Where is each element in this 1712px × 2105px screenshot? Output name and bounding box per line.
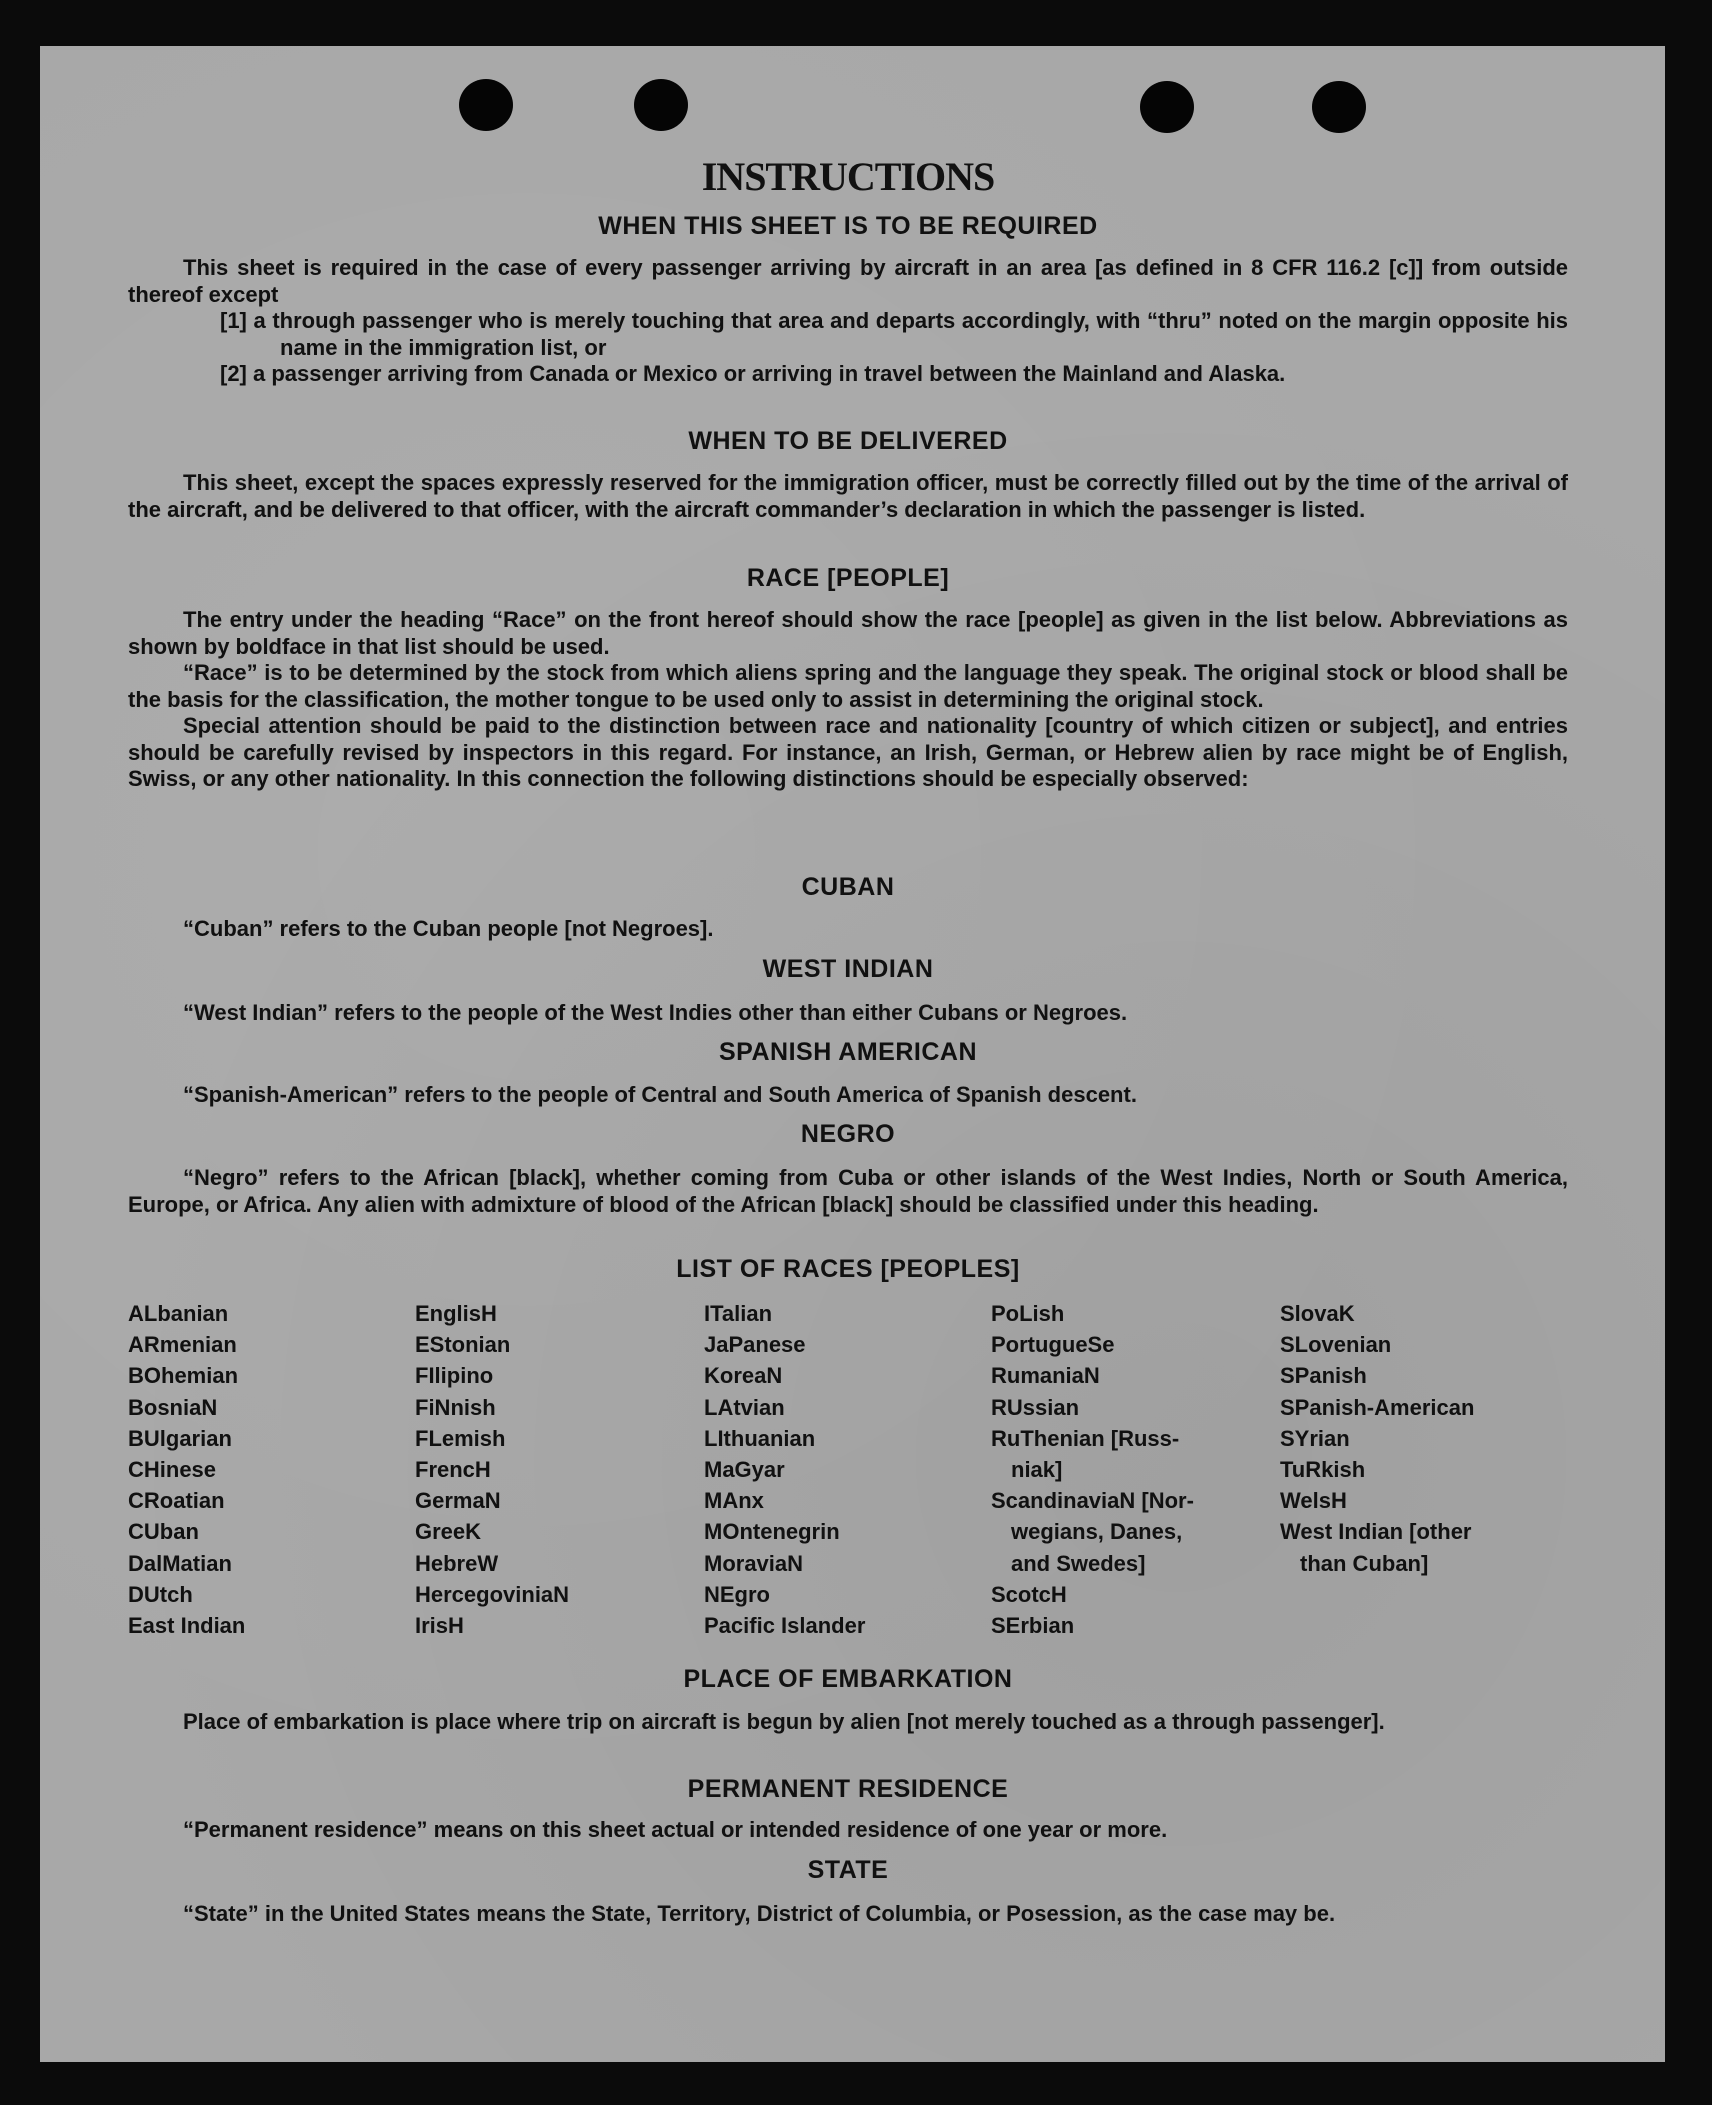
heading-race: RACE [PEOPLE] (746, 564, 950, 592)
race-entry: IrisH (415, 1613, 464, 1639)
race-entry: GermaN (415, 1488, 501, 1514)
race-entry: CHinese (128, 1457, 217, 1483)
required-intro: This sheet is required in the case of every passenger arriving by aircraft in an area [as defined in 8 CFR 116.2 [c]] from outside thereof except (128, 255, 1568, 307)
race-entry: TuRkish (1280, 1457, 1366, 1483)
race-entry: BOhemian (128, 1363, 239, 1389)
race-entry: PortugueSe (991, 1332, 1115, 1358)
page-title: INSTRUCTIONS (701, 154, 995, 199)
residence-text: “Permanent residence” means on this sheet actual or intended residence of one year or more. (183, 1817, 1168, 1842)
race-entry: Pacific Islander (704, 1613, 866, 1639)
heading-spanish-american: SPANISH AMERICAN (718, 1038, 977, 1066)
heading-negro: NEGRO (800, 1120, 896, 1148)
race-entry: MoraviaN (704, 1550, 804, 1576)
race-entry: SPanish (1280, 1363, 1367, 1389)
race-entry: SPanish-American (1280, 1394, 1475, 1420)
race-entry: JaPanese (704, 1332, 806, 1358)
race-entry: ARmenian (128, 1332, 237, 1358)
race-entry: LIthuanian (704, 1425, 816, 1451)
race-entry: LAtvian (704, 1394, 785, 1420)
race-entry: SYrian (1280, 1425, 1350, 1451)
race-entry: MOntenegrin (704, 1519, 840, 1545)
race-entry: East Indian (128, 1613, 246, 1639)
race-entry: CUban (128, 1519, 199, 1545)
race-entry: DalMatian (128, 1550, 232, 1576)
race-entry: CRoatian (128, 1488, 225, 1514)
race-entry: WelsH (1280, 1488, 1347, 1514)
race-entry: FiNnish (415, 1394, 496, 1420)
race-entry: BUlgarian (128, 1425, 232, 1451)
race-paragraph: Special attention should be paid to the distinction between race and nationality [country of which citizen or subject], and entries should be carefully revised by inspectors in this regard. For instance, an Irish, German, or Hebrew alien by race might be of English, Swiss, or any other nationality. In this connection the following distinctions should be especially observed: (128, 713, 1568, 791)
race-entry: SErbian (991, 1613, 1075, 1639)
race-entry: wegians, Danes, (1011, 1519, 1183, 1545)
race-entry: FrencH (415, 1457, 491, 1483)
heading-embarkation: PLACE OF EMBARKATION (683, 1665, 1013, 1693)
race-entry: and Swedes] (1011, 1550, 1146, 1576)
race-entry: NEgro (704, 1581, 770, 1607)
race-entry: RUssian (991, 1394, 1080, 1420)
race-entry: than Cuban] (1300, 1550, 1429, 1576)
race-entry: RuThenian [Russ- (991, 1425, 1180, 1451)
race-entry: RumaniaN (991, 1363, 1100, 1389)
race-entry: BosniaN (128, 1394, 218, 1420)
delivered-text: This sheet, except the spaces expressly reserved for the immigration officer, must be correctly filled out by the time of the arrival of the aircraft, and be delivered to that officer, with the aircraft commander’s declaration in which the passenger is listed. (128, 470, 1568, 522)
heading-cuban: CUBAN (801, 873, 895, 901)
race-paragraph: “Race” is to be determined by the stock from which aliens spring and the language they speak. The original stock or blood shall be the basis for the classification, the mother tongue to be used only to assist in determining the original stock. (128, 660, 1568, 712)
punch-hole (634, 79, 688, 131)
heading-state: STATE (807, 1856, 889, 1884)
embarkation-text: Place of embarkation is place where trip on aircraft is begun by alien [not merely touched as a through passenger]. (183, 1709, 1385, 1734)
punch-hole (1312, 81, 1366, 133)
race-entry: SLovenian (1280, 1332, 1392, 1358)
race-entry: EStonian (415, 1332, 511, 1358)
heading-west-indian: WEST INDIAN (762, 955, 934, 983)
exception-item: [1] a through passenger who is merely touching that area and departs accordingly, with “thru” noted on the margin opposite his name in the immigration list, or (220, 308, 1568, 360)
race-entry: KoreaN (704, 1363, 783, 1389)
race-entry: ALbanian (128, 1301, 229, 1326)
race-entry: DUtch (128, 1581, 193, 1607)
heading-delivered: WHEN TO BE DELIVERED (688, 427, 1008, 455)
race-entry: GreeK (415, 1519, 482, 1545)
west-indian-text: “West Indian” refers to the people of the West Indies other than either Cubans or Negroes. (183, 1000, 1128, 1025)
race-entry: FIlipino (415, 1363, 494, 1389)
race-entry: West Indian [other (1280, 1519, 1472, 1545)
races-column (128, 1298, 245, 1641)
race-entry: niak] (1011, 1457, 1063, 1483)
exception-item: [2] a passenger arriving from Canada or Mexico or arriving in travel between the Mainland and Alaska. (220, 361, 1286, 386)
race-entry: HercegoviniaN (415, 1581, 570, 1607)
race-entry: SlovaK (1280, 1301, 1355, 1326)
races-column (991, 1298, 1194, 1641)
races-column (1280, 1298, 1474, 1579)
races-column (415, 1298, 569, 1641)
spanish-american-text: “Spanish-American” refers to the people of Central and South America of Spanish descent. (183, 1082, 1137, 1107)
race-entry: MaGyar (704, 1457, 785, 1483)
section-race (128, 607, 1568, 793)
negro-text: “Negro” refers to the African [black], whether coming from Cuba or other islands of the West Indies, North or South America, Europe, or Africa. Any alien with admixture of blood of the African [black] should be classified under this heading. (128, 1165, 1568, 1217)
race-entry: ScotcH (991, 1581, 1067, 1607)
heading-residence: PERMANENT RESIDENCE (687, 1775, 1009, 1803)
race-entry: MAnx (704, 1488, 764, 1514)
section-required (128, 255, 1568, 388)
state-text: “State” in the United States means the State, Territory, District of Columbia, or Posession, as the case may be. (183, 1901, 1336, 1926)
cuban-text: “Cuban” refers to the Cuban people [not Negroes]. (183, 916, 714, 941)
race-entry: EnglisH (415, 1301, 497, 1326)
race-entry: PoLish (991, 1301, 1065, 1326)
heading-required: WHEN THIS SHEET IS TO BE REQUIRED (598, 212, 1098, 240)
punch-hole (1140, 81, 1194, 133)
punch-hole (459, 79, 513, 131)
race-entry: FLemish (415, 1425, 506, 1451)
race-entry: HebreW (415, 1550, 499, 1576)
race-entry: ScandinaviaN [Nor- (991, 1488, 1194, 1514)
heading-list-of-races: LIST OF RACES [PEOPLES] (676, 1255, 1020, 1283)
race-paragraph: The entry under the heading “Race” on the front hereof should show the race [people] as given in the list below. Abbreviations as shown by boldface in that list should be used. (128, 607, 1568, 659)
races-column (704, 1298, 865, 1641)
race-entry: ITalian (704, 1301, 773, 1326)
